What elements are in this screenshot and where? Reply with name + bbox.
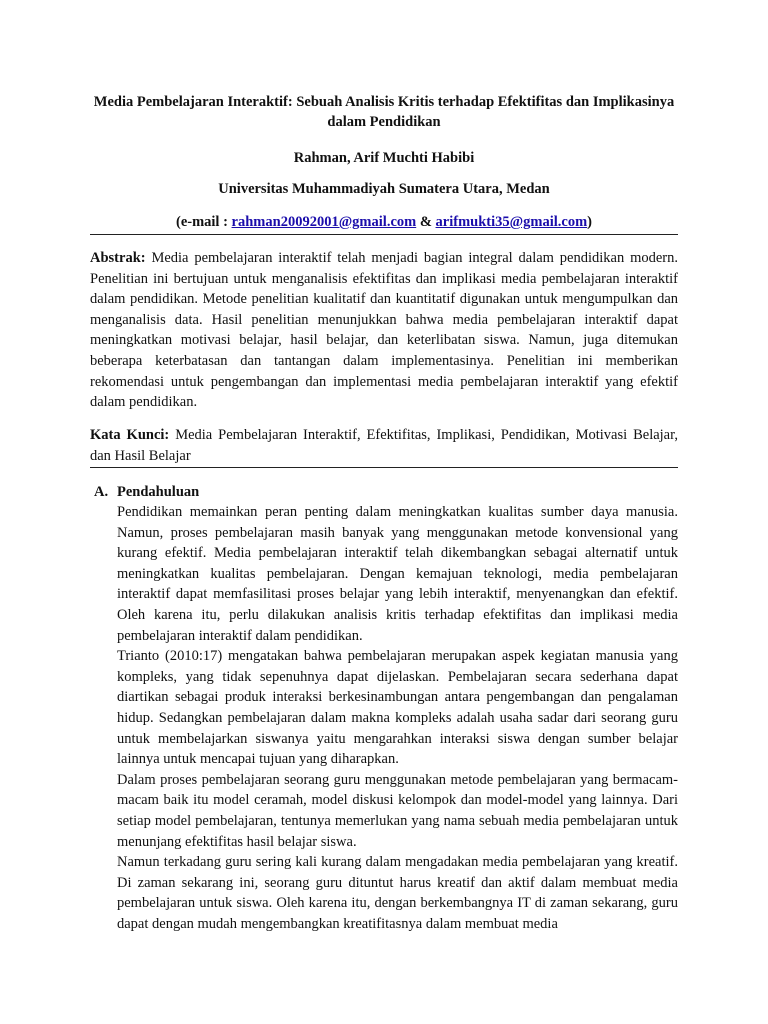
body-paragraph: Dalam proses pembelajaran seorang guru menggunakan metode pembelajaran yang bermacam-macam baik itu model ceramah, model diskusi kelompok dan model-model yang lainnya. Dari setiap model pembelajaran, tentunya memerlukan yang nama sebuah media pembelajaran untuk menunjang efektifitas hasil belajar siswa. [117, 771, 678, 850]
keywords-label: Kata Kunci: [90, 427, 170, 443]
email-prefix: (e-mail : [175, 214, 232, 230]
email-link-2[interactable]: arifmukti35@gmail.com [435, 214, 588, 230]
paper-authors: Rahman, Arif Muchti Habibi [293, 150, 475, 166]
abstract [90, 248, 678, 413]
body-paragraph: Trianto (2010:17) mengatakan bahwa pembelajaran merupakan aspek kegiatan manusia yang kompleks, yang tidak sepenuhnya dapat dijelaskan. Pembelajaran secara sederhana dapat diartikan sebagai produk interaksi berkesinambungan antara pengembangan dan pengalaman hidup. Sedangkan pembelajaran dalam makna kompleks adalah usaha sadar dari seorang guru untuk membelajarkan siswanya yaitu mengarahkan interaksi siswa dengan sumber belajar lainnya untuk mencapai tujuan yang diharapkan. [117, 648, 678, 768]
section-title: Pendahuluan [117, 484, 200, 500]
section-body [117, 502, 678, 934]
abstract-label: Abstrak: [90, 250, 146, 266]
email-link-1[interactable]: rahman20092001@gmail.com [231, 214, 417, 230]
top-divider [90, 234, 678, 235]
body-paragraph: Pendidikan memainkan peran penting dalam meningkatkan kualitas sumber daya manusia. Namun, proses pembelajaran masih banyak yang menggunakan metode konvensional yang kurang efektif. Media pembelajaran interaktif telah dikembangkan sebagai alternatif untuk meningkatkan kualitas pembelajaran. Dengan kemajuan teknologi, media pembelajaran interaktif dapat memfasilitasi proses belajar yang lebih interaktif, menyenangkan dan efektif. Oleh karena itu, perlu dilakukan analisis kritis terhadap efektifitas dan implikasi media pembelajaran interaktif dalam pendidikan. [117, 504, 678, 644]
keywords [90, 425, 678, 466]
section-letter: A. [94, 484, 109, 500]
email-line [90, 212, 678, 232]
section-heading [94, 482, 199, 502]
paper-affiliation: Universitas Muhammadiyah Sumatera Utara, Medan [218, 181, 550, 197]
bottom-divider [90, 467, 678, 468]
email-separator: & [416, 214, 436, 230]
keywords-text: Media Pembelajaran Interaktif, Efektifitas, Implikasi, Pendidikan, Motivasi Belajar, dan Hasil Belajar [90, 427, 678, 464]
body-paragraph: Namun terkadang guru sering kali kurang dalam mengadakan media pembelajaran yang kreatif. Di zaman sekarang ini, seorang guru dituntut harus kreatif dan aktif dalam membuat media pembelajaran untuk siswa. Oleh karena itu, dengan berkembangnya IT di zaman sekarang, guru dapat dengan mudah mengembangkan kreatifitasnya dalam membuat media [117, 854, 678, 932]
email-suffix: ) [587, 214, 593, 230]
paper-title: Media Pembelajaran Interaktif: Sebuah Analisis Kritis terhadap Efektifitas dan Implikasinya dalam Pendidikan [93, 94, 675, 130]
abstract-text: Media pembelajaran interaktif telah menjadi bagian integral dalam pendidikan modern. Penelitian ini bertujuan untuk menganalisis efektifitas dan implikasi media pembelajaran interaktif dalam pendidikan. Metode penelitian kualitatif dan kuantitatif digunakan untuk mengumpulkan dan menganalisis data. Hasil penelitian menunjukkan bahwa media pembelajaran interaktif dapat meningkatkan motivasi belajar, hasil belajar, dan keterlibatan siswa. Namun, juga ditemukan beberapa keterbatasan dan tantangan dalam implementasinya. Penelitian ini memberikan rekomendasi untuk pengembangan dan implementasi media pembelajaran interaktif yang efektif dalam pendidikan. [90, 250, 678, 411]
